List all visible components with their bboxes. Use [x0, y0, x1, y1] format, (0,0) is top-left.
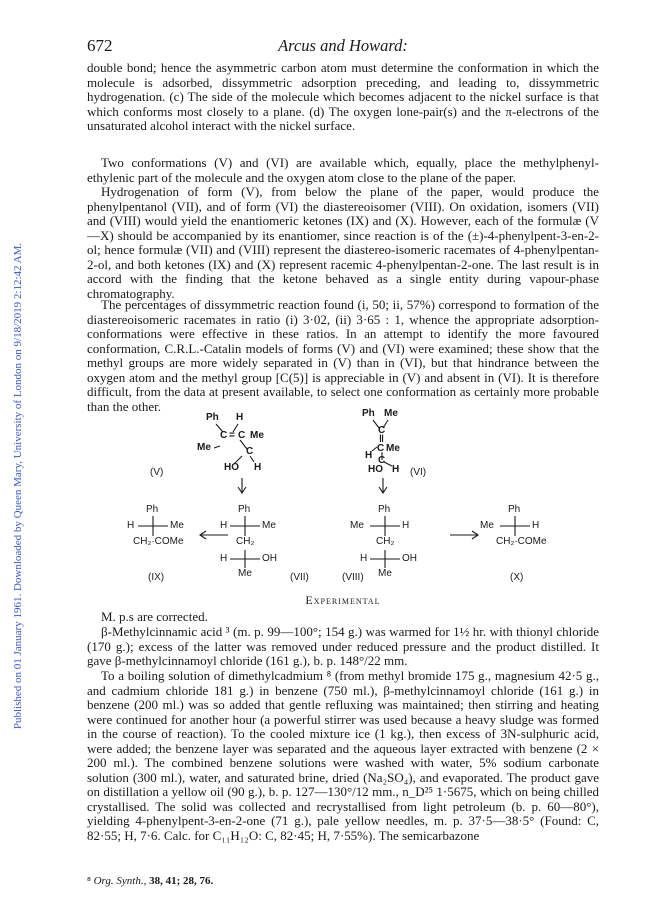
label-vii: (VII) [290, 572, 309, 583]
vii-hydrogen-b: H [220, 553, 228, 564]
vi-double-bond: ‖ [379, 434, 384, 445]
v-hydrogen-c: H [254, 462, 262, 473]
footnote-refs: 38, 41; 28, 76. [149, 875, 214, 887]
experimental-paragraph-1: M. p.s are corrected. [101, 609, 208, 624]
x-hydrogen: H [532, 520, 540, 531]
page-number: 672 [87, 36, 113, 55]
v-hydroxyl: HO [224, 462, 239, 473]
experimental-paragraph-2: β-Methylcinnamic acid ³ (m. p. 99—100°; 154 g.) was warmed for 1½ hr. with thionyl chloride (170 g.); excess of the latter was removed under reduced pressure and the product distilled. It gave β-methylcinnamoyl chloride (161 g.), b. p. 148°/22 mm. [87, 624, 599, 668]
ix-methyl: Me [170, 520, 184, 531]
vi-hydrogen-c: H [392, 464, 400, 475]
running-title: Arcus and Howard: [278, 36, 408, 55]
vi-methyl: Me [386, 443, 400, 454]
reaction-scheme [100, 408, 640, 583]
vi-carbon-a: C [378, 425, 386, 436]
scheme-bonds [100, 412, 640, 582]
paragraph-2: Two conformations (V) and (VI) are available which, equally, place the methylphenyl-ethylenic part of the molecule and the oxygen atom close to the plane of the paper. [87, 155, 599, 185]
footnote-mark: ⁸ [87, 875, 91, 887]
viii-methyl-end: Me [378, 568, 392, 579]
section-heading-experimental: Experimental [305, 593, 381, 607]
viii-methyl: Me [350, 520, 364, 531]
viii-methylene: CH₂ [376, 536, 395, 547]
label-v: (V) [150, 467, 164, 478]
ix-phenyl: Ph [146, 504, 159, 515]
label-viii: (VIII) [342, 572, 364, 583]
vi-hydroxyl: HO [368, 464, 383, 475]
vi-carbon-b: C [377, 443, 385, 454]
vii-hydroxyl: OH [262, 553, 277, 564]
paragraph-3: Hydrogenation of form (V), from below the plane of the paper, would produce the phenylpentanol (VII), and of form (VI) the diastereoisomer (VIII). On oxidation, isomers (VII) and (VIII) would yield the enantiomeric ketones (IX) and (X). However, each of the formulæ (V—X) should be accompanied by its enantiomer, since reaction is of the (±)-4-phenylpent-3-en-2-ol; hence formulæ (VII) and (VIII) represent the diastereo-isomeric racemates of 4-phenylpentan-2-ol, and both ketones (IX) and (X) represent racemic 4-phenylpentan-2-one. The last result is in accord with the finding that the ketone behaved as a single entity during vapour-phase chromatography. [87, 184, 599, 301]
label-x: (X) [510, 572, 524, 583]
ix-hydrogen: H [127, 520, 135, 531]
experimental-paragraph-3: To a boiling solution of dimethylcadmium ⁸ (from methyl bromide 175 g., magnesium 42·5 g., and cadmium chloride 181 g.) in benzene (750 ml.), β-methylcinnamoyl chloride (161 g.) in benzene (200 ml.) was so added that gentle refluxing was maintained; then stirring and heating were continued for another hour (a powerful stirrer was used because a heavy sludge was formed in the course of reaction). To the cooled mixture ice (1 kg.), then excess of 3N-sulphuric acid, were added; the benzene layer was separated and the aqueous layer extracted with benzene (2 × 200 ml.). The combined benzene solutions were washed with water, 5% sodium carbonate solution (300 ml.), water, and saturated brine, dried (Na₂SO₄), and evaporated. The product gave on distillation a yellow oil (90 g.), b. p. 127—130°/12 mm., n_D²⁵ 1·5675, which on being chilled crystallised. The solid was collected and recrystallised from light petroleum (b. p. 60—80°), yielding 4-phenylpent-3-en-2-one (71 g.), pale yellow needles, m. p. 37·5—38·5° (Found: C, 82·55; H, 7·6. Calc. for C₁₁H₁₂O: C, 82·45; H, 7·55%). The semicarbazone [87, 668, 599, 843]
v-carbon-b: C [238, 430, 246, 441]
vi-hydrogen-b: H [365, 450, 373, 461]
v-carbon-c: C [246, 446, 254, 457]
x-acetonyl: CH₂·COMe [496, 536, 547, 547]
v-phenyl: Ph [206, 412, 219, 423]
v-double-bond: = [229, 430, 235, 441]
vi-carbon-c: C [378, 455, 386, 466]
v-methyl-a: Me [197, 442, 211, 453]
paragraph-4: The percentages of dissymmetric reaction found (i, 50; ii, 57%) correspond to formation of the diastereoisomeric racemates in ratio (i) 3·02, (ii) 3·65 : 1, whence the appropriate adsorption-conformations were effective in these ratios. In an attempt to identify the more favoured conformation, C.R.L.-Catalin models of forms (V) and (VI) were examined; these show that the methyl groups are more widely separated in (V) than in (VI), but that hindrance between the oxygen atom and the methyl group [C(5)] is appreciable in (V) and absent in (VI). It is therefore difficult, from the data at present available, to select one conformation as certainly more probable than the other. [87, 297, 599, 414]
footnote-journal: Org. Synth., [93, 875, 147, 887]
vii-methyl: Me [262, 520, 276, 531]
label-vi: (VI) [410, 467, 427, 478]
v-methyl-b: Me [250, 430, 264, 441]
vii-methylene: CH₂ [236, 536, 255, 547]
footnote [87, 875, 213, 887]
label-ix: (IX) [148, 572, 165, 583]
vii-methyl-end: Me [238, 568, 252, 579]
ix-acetonyl: CH₂·COMe [133, 536, 184, 547]
x-phenyl: Ph [508, 504, 521, 515]
x-methyl: Me [480, 520, 494, 531]
vi-methyl-top: Me [384, 408, 398, 419]
vii-hydrogen: H [220, 520, 228, 531]
viii-phenyl: Ph [378, 504, 391, 515]
v-carbon-a: C [220, 430, 228, 441]
vii-phenyl: Ph [238, 504, 251, 515]
viii-hydroxyl: OH [402, 553, 417, 564]
paragraph-1: double bond; hence the asymmetric carbon atom must determine the conformation in which the molecule is adsorbed, dissymmetric adsorption preceding, and leading to, dissymmetric hydrogenation. (c) The side of the molecule which becomes adjacent to the nickel surface is that which conforms most closely to a plane. (d) The oxygen lone-pair(s) and the π-electrons of the unsaturated alcohol interact with the nickel surface. [87, 60, 599, 133]
viii-hydrogen: H [402, 520, 410, 531]
download-watermark: Published on 01 January 1961. Downloaded by Queen Mary, University of London on 9/18/2019 2:12:42 AM. [12, 242, 24, 730]
v-hydrogen: H [236, 412, 244, 423]
page-header [87, 36, 599, 56]
vi-phenyl: Ph [362, 408, 375, 419]
viii-hydrogen-b: H [360, 553, 368, 564]
